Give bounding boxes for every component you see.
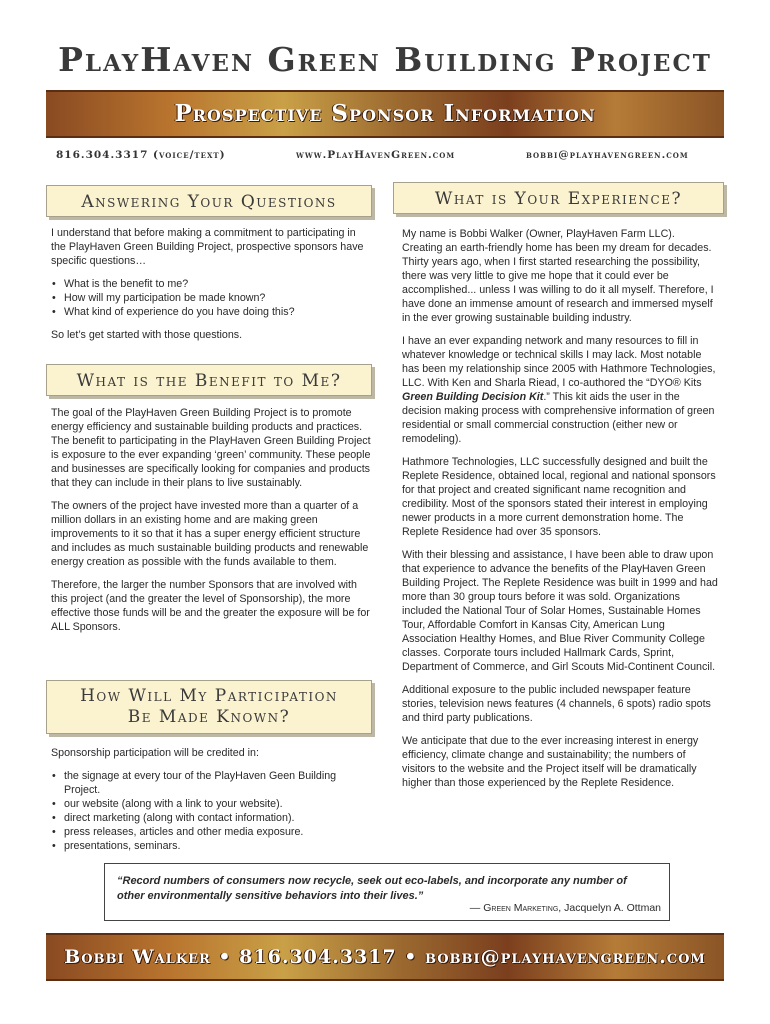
top-banner-text: Prospective Sponsor Information xyxy=(174,100,596,127)
page-title: PlayHaven Green Building Project xyxy=(58,40,712,79)
quote-source: Green Marketing xyxy=(483,902,559,914)
heading-participation-line-1: How Will My Participation xyxy=(80,686,338,706)
experience-section xyxy=(402,227,718,799)
quote-dash: — xyxy=(469,902,484,914)
list-item: • the signage at every tour of the PlayHaven Geen Building Project. xyxy=(62,769,373,797)
top-banner xyxy=(46,90,724,138)
heading-benefit: What is the Benefit to Me? xyxy=(46,364,372,396)
list-item: • How will my participation be made known? xyxy=(62,291,373,305)
contact-website: www.PlayHavenGreen.com xyxy=(296,149,456,161)
contact-email: bobbi@playhavengreen.com xyxy=(526,149,689,161)
benefit-paragraph-3: Therefore, the larger the number Sponsors that are involved with this project (and the greater the level of Sponsorship), the more effective those funds will be and the greater the exposure will be for ALL Sponsors. xyxy=(51,579,370,633)
list-item: • our website (along with a link to your website). xyxy=(62,797,373,811)
quote-attribution xyxy=(470,901,661,916)
experience-paragraph-1: My name is Bobbi Walker (Owner, PlayHaven Farm LLC). Creating an earth-friendly home has been my dream for decades. Thirty years ago, when I first started researching the possibility, there was very little to give me hope that it could ever be accomplished... unless I was willing to do it all myself. Therefore, I have done an immense amount of research and immersed myself in the ever growing sustainable building industry. xyxy=(402,228,714,324)
bottom-banner-text: Bobbi Walker • 816.304.3317 • bobbi@playhavengreen.com xyxy=(64,946,706,968)
participation-list xyxy=(51,769,373,853)
quote-text: “Record numbers of consumers now recycle, seek out eco-labels, and incorporate any number of other environmentally sensitive behaviors into their lives.” xyxy=(117,875,627,902)
list-item: • What is the benefit to me? xyxy=(62,277,373,291)
quote-author: , Jacquelyn A. Ottman xyxy=(558,902,661,914)
heading-answering-questions: Answering Your Questions xyxy=(46,185,372,217)
benefit-paragraph-2: The owners of the project have invested more than a quarter of a million dollars in an existing home and are making green improvements to it so that it has a super energy efficient structure and includes as much sustainable building products and renewable energy creation as possible with the funds available to them. xyxy=(51,500,369,568)
answering-intro: I understand that before making a commitment to participating in the PlayHaven Green Building Project, prospective sponsors have specific questions… xyxy=(51,227,364,267)
experience-paragraph-2c: .” This kit aids the user in the decision making process with comprehensive information of green residential or small commercial construction (either new or remodeling). xyxy=(402,391,715,445)
list-item: • What kind of experience do you have doing this? xyxy=(62,305,373,319)
questions-list xyxy=(51,277,373,319)
benefit-section xyxy=(51,406,373,643)
answering-outro: So let’s get started with those questions. xyxy=(51,329,243,341)
experience-paragraph-3: Hathmore Technologies, LLC successfully designed and built the Replete Residence, obtained local, regional and national sponsors for that project and created significant name recognition and credibility. Most of the sponsors stated their interest in employing newer products in a more current demonstration home. The Replete Residence had over 35 sponsors. xyxy=(402,456,716,538)
participation-intro: Sponsorship participation will be credited in: xyxy=(51,747,259,759)
list-item: • presentations, seminars. xyxy=(62,839,373,853)
list-item: • direct marketing (along with contact information). xyxy=(62,811,373,825)
experience-paragraph-4: With their blessing and assistance, I have been able to draw upon that experience to advance the benefits of the PlayHaven Green Building Project. The Replete Residence was built in 1999 and had more than 30 group tours before it was sold. Organizations included the National Tour of Solar Homes, Sustainable Homes Tour, Affordable Comfort in Kansas City, American Lung Association Healthy Homes, and Blue River Community College classes. Corporate tours included Hallmark Cards, Sprint, Department of Commerce, and Girl Scouts Mid-Continent Council. xyxy=(402,549,718,673)
bottom-banner xyxy=(46,933,724,981)
experience-paragraph-5: Additional exposure to the public included newspaper feature stories, television news features (4 channels, 6 spots) radio spots and third party publications. xyxy=(402,684,711,724)
heading-participation xyxy=(46,680,372,734)
contact-phone: 816.304.3317 (voice/text) xyxy=(56,149,226,161)
heading-experience: What is Your Experience? xyxy=(393,182,724,214)
participation-section xyxy=(51,746,373,862)
answering-section xyxy=(51,226,373,351)
list-item: • press releases, articles and other media exposure. xyxy=(62,825,373,839)
heading-participation-line-2: Be Made Known? xyxy=(127,707,291,727)
experience-paragraph-6: We anticipate that due to the ever increasing interest in energy efficiency, climate change and sustainability; the numbers of visitors to the website and the Project itself will be dramatically higher than those experienced by the Replete Residence. xyxy=(402,735,699,789)
benefit-paragraph-1: The goal of the PlayHaven Green Building Project is to promote energy efficiency and sustainable building products and practices. The benefit to participating in the PlayHaven Green Building Project is exposure to the ever expanding ‘green’ community. These people and businesses are specifically looking for companies and products that they can include in their plans to live sustainably. xyxy=(51,407,371,489)
quote-box xyxy=(104,863,670,921)
kit-title: Green Building Decision Kit xyxy=(402,391,544,403)
experience-paragraph-2a: I have an ever expanding network and many resources to fill in whatever knowledge or technical skills I may lack. Most notable has been my relationship since 2005 with Hathmore Technologies, LLC. With Ken and Sharla Riead, I co-authored the “DYO® Kits xyxy=(402,335,716,389)
experience-paragraph-2 xyxy=(402,334,718,446)
